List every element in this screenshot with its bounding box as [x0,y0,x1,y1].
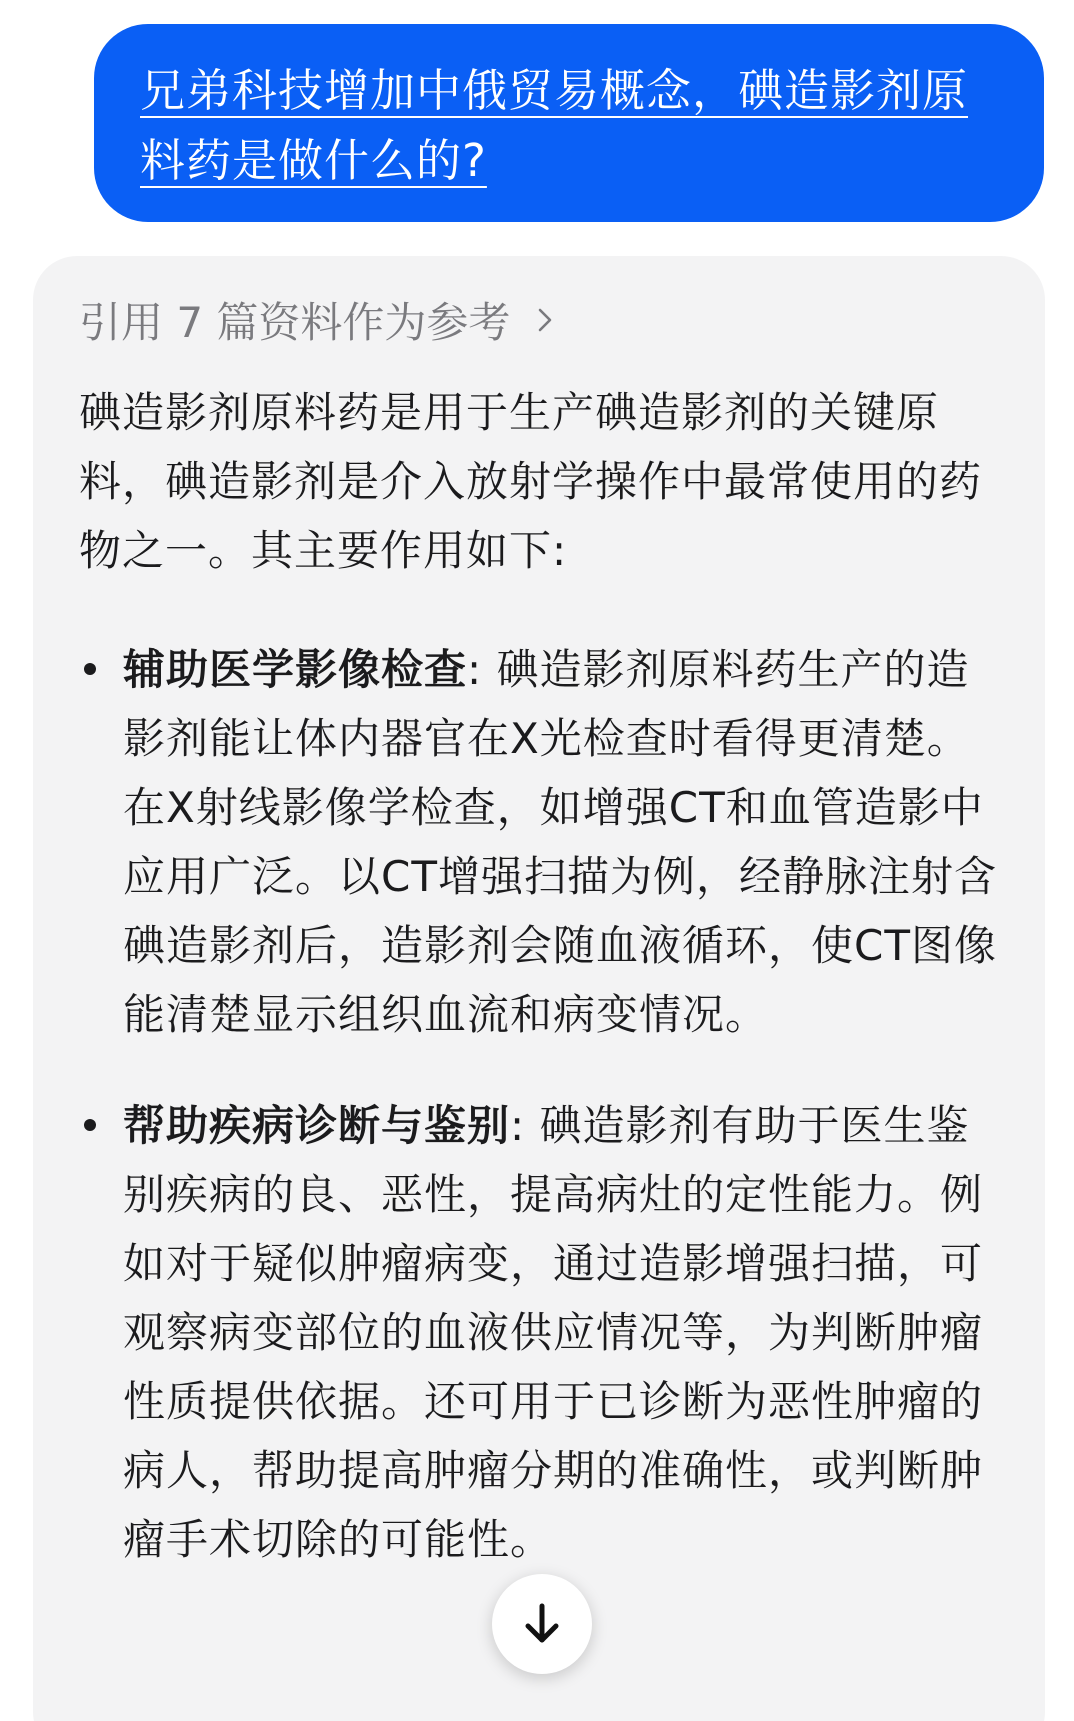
scroll-to-bottom-button[interactable] [492,1574,592,1674]
bullet-item [79,1091,1011,1574]
bullet-separator: : [467,645,483,694]
user-message-bubble[interactable] [94,24,1044,222]
bullet-body: 碘造影剂有助于医生鉴别疾病的良、恶性，提高病灶的定性能力。例如对于疑似肿瘤病变，通过造影增强扫描，可观察病变部位的血液供应情况等，为判断肿瘤性质提供依据。还可用于已诊断为恶性肿瘤的病人，帮助提高肿瘤分期的准确性，或判断肿瘤手术切除的可能性。 [123,1101,984,1564]
references-label: 引用 7 篇资料作为参考 [79,298,511,347]
response-bullet-list [79,635,1011,1574]
bullet-item [79,635,1011,1049]
chevron-right-icon [532,307,558,333]
bullet-body: 碘造影剂原料药生产的造影剂能让体内器官在X光检查时看得更清楚。在X射线影像学检查，如增强CT和血管造影中应用广泛。以CT增强扫描为例，经静脉注射含碘造影剂后，造影剂会随血液循环，使CT图像能清楚显示组织血流和病变情况。 [123,645,997,1039]
response-intro: 碘造影剂原料药是用于生产碘造影剂的关键原料，碘造影剂是介入放射学操作中最常使用的药物之一。其主要作用如下: [79,388,983,575]
bullet-separator: : [510,1101,526,1150]
user-message-text[interactable]: 兄弟科技增加中俄贸易概念，碘造影剂原料药是做什么的? [140,64,969,187]
bullet-title: 帮助疾病诊断与鉴别 [123,1101,511,1150]
bullet-dot [84,1119,96,1131]
arrow-down-icon [522,1602,562,1646]
bullet-dot [84,663,96,675]
references-link[interactable] [79,284,1011,356]
bullet-title: 辅助医学影像检查 [123,645,468,694]
assistant-response-card [33,256,1045,1721]
